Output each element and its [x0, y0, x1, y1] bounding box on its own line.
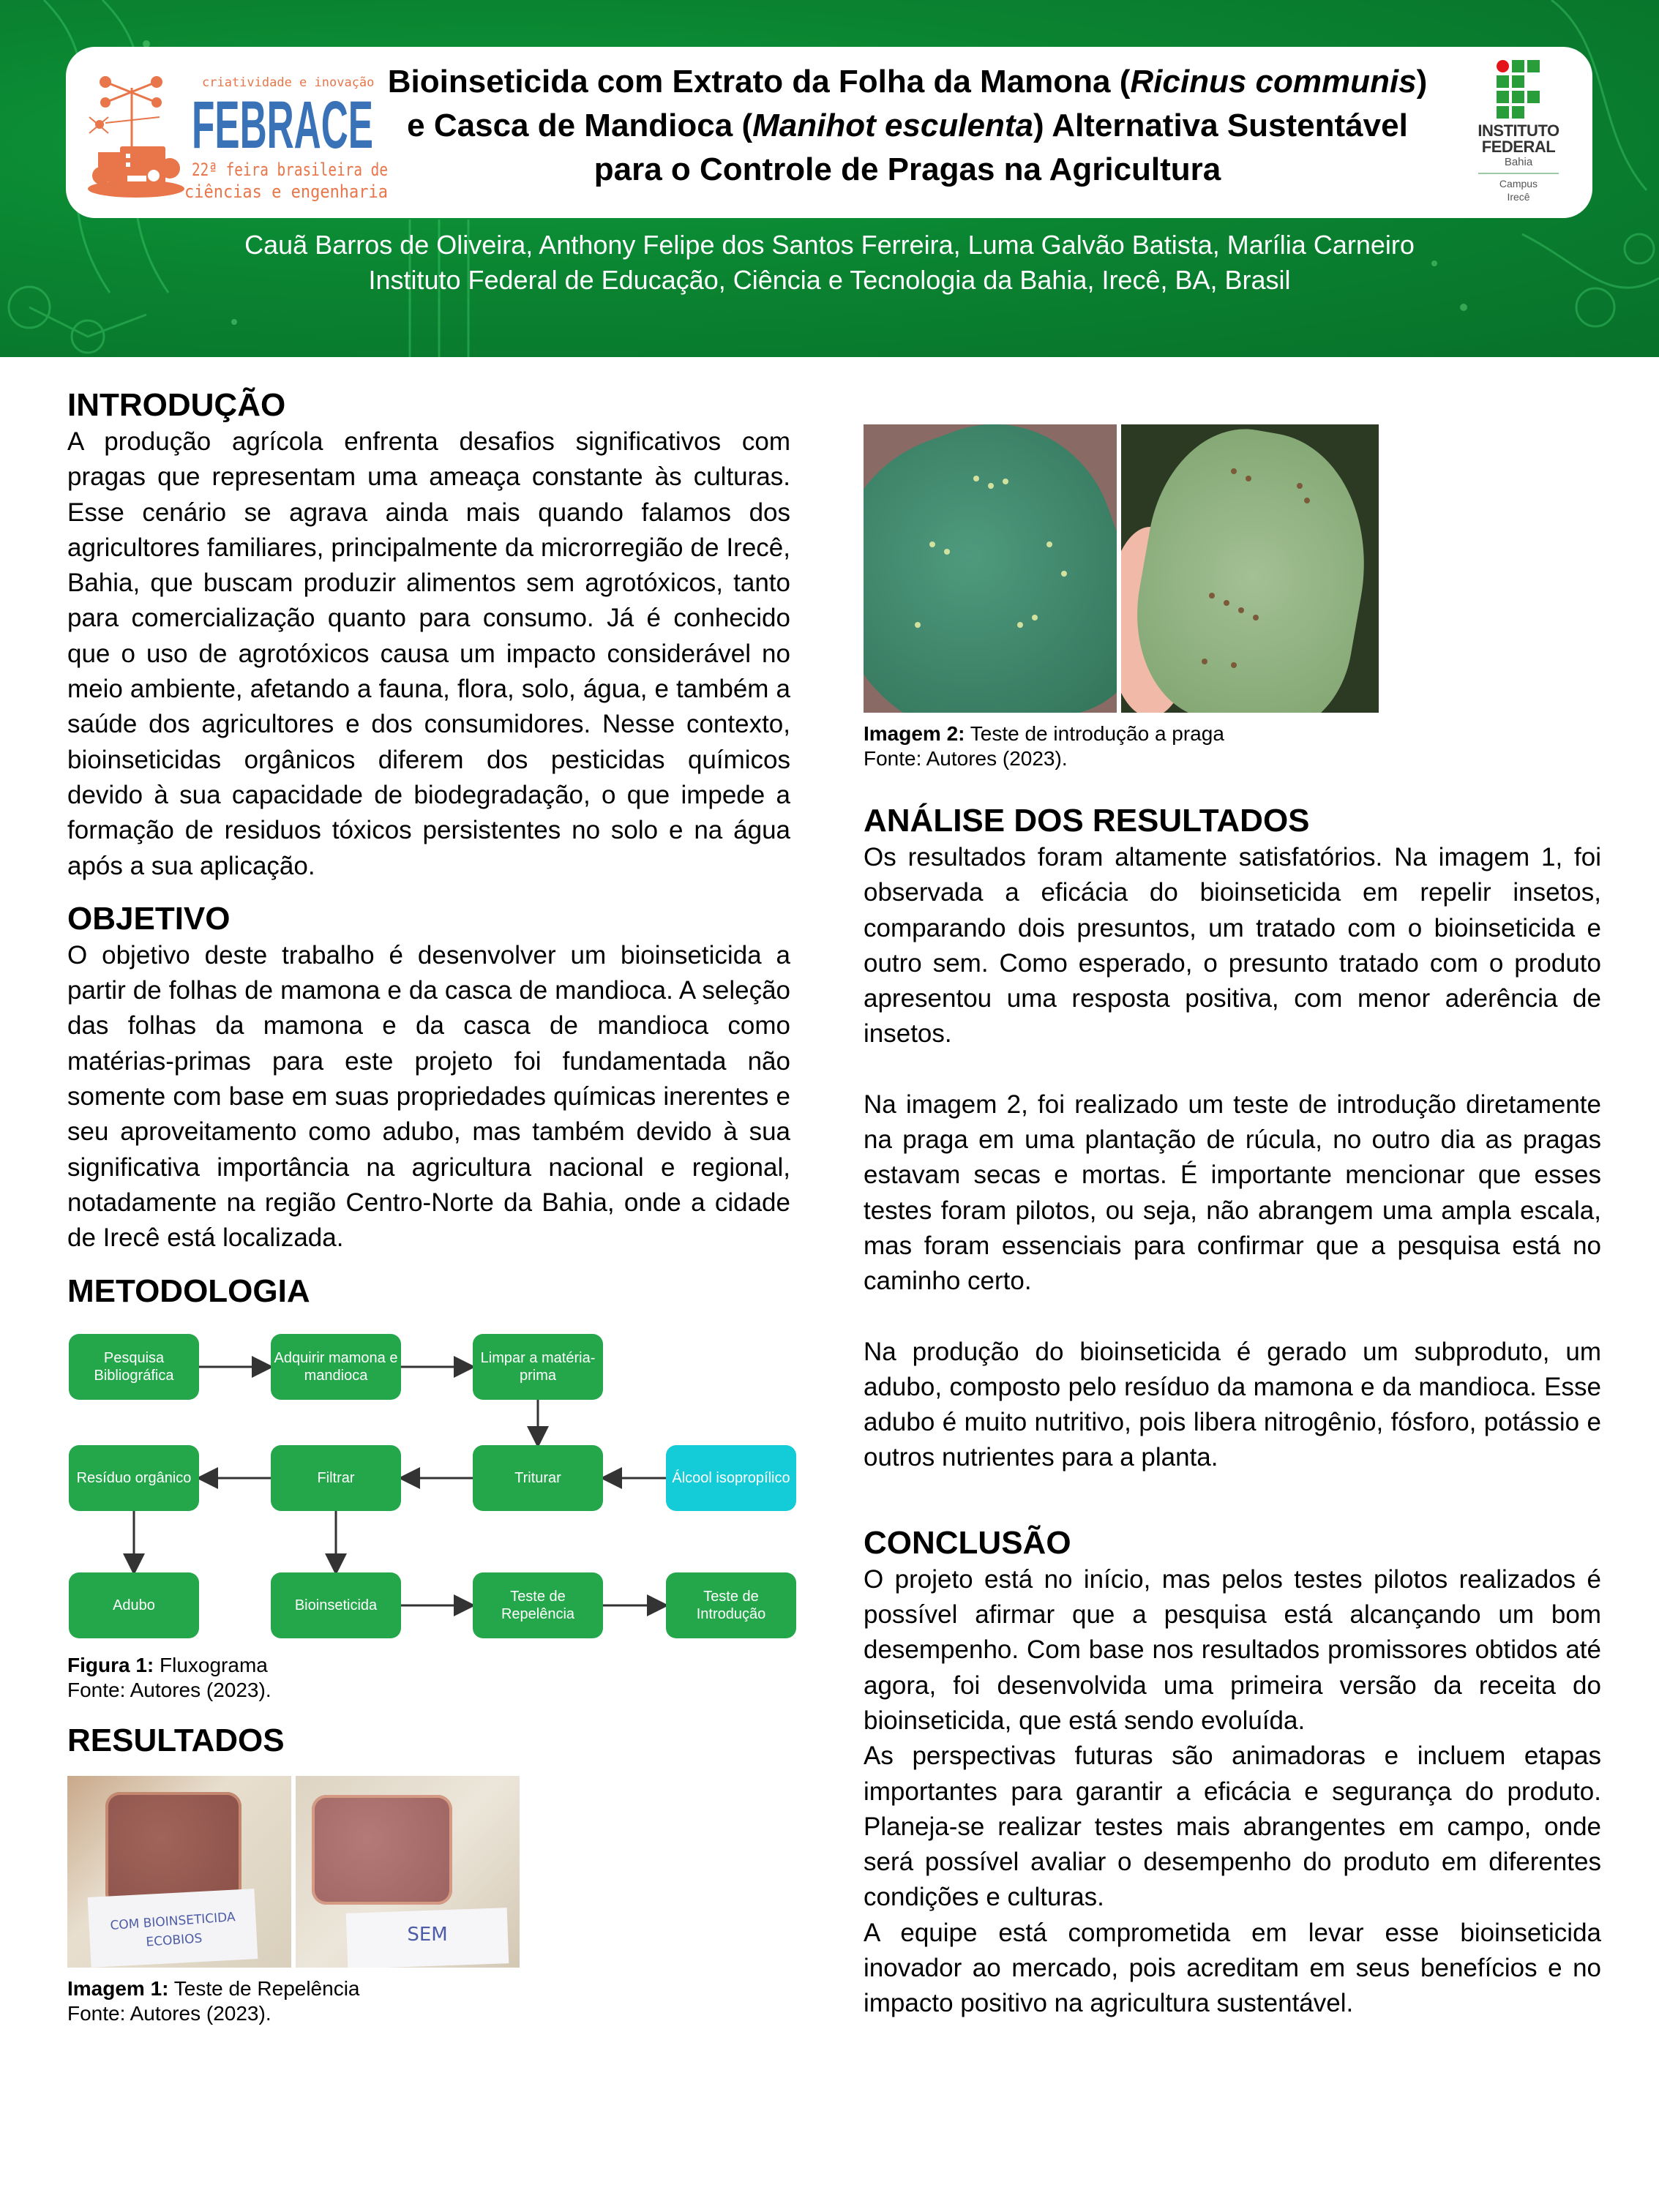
- imagem2-caption: [864, 721, 1601, 746]
- if-logo-city: Irecê: [1507, 191, 1530, 203]
- section-resultados: [67, 1722, 790, 2026]
- imagem1-label: Imagem 1:: [67, 1976, 169, 2000]
- if-grid-icon: [1497, 60, 1540, 149]
- section-metodologia: [67, 1272, 790, 1703]
- poster-header: [0, 0, 1659, 357]
- affiliation: Instituto Federal de Educação, Ciência e Tecnologia da Bahia, Irecê, BA, Brasil: [368, 265, 1291, 295]
- analise-paragraph-3: Na produção do bioinseticida é gerado um subproduto, um adubo, composto pelo resíduo da mamona e da mandioca. Esse adubo é muito nutritivo, pois libera nitrogênio, fósforo, potássio e outros nutrientes para a planta.: [864, 1337, 1601, 1472]
- section-introducao: [67, 386, 790, 884]
- introducao-text: A produção agrícola enfrenta desafios significativos com pragas que representam uma ameaça constante às culturas. Esse cenário se agrava ainda mais quando falamos dos agricultores familiares, principalmente da microrregião de Irecê, Bahia, que buscam produzir alimentos sem agrotóxicos, tanto para comercialização quanto para consumo. Já é conhecido que o uso de agrotóxicos causa um impacto considerável no meio ambiente, afetando a fauna, flora, solo, água, e também a saúde dos agricultores e dos consumidores. Nesse contexto, bioinseticidas orgânicos diferem dos pesticidas químicos devido à sua capacidade de biodegradação, o que impede a formação de residuos tóxicos persistentes no solo e na água após a sua aplicação.: [67, 427, 790, 880]
- flow-node-bioinseticida: Bioinseticida: [271, 1572, 401, 1638]
- febrace-logo: [83, 66, 391, 205]
- imagem1-caption: [67, 1976, 790, 2001]
- title-line-1: Bioinseticida com Extrato da Folha da Mamona (Ricinus communis): [387, 64, 1428, 100]
- imagem2-label: Imagem 2:: [864, 722, 965, 745]
- heading-objetivo: OBJETIVO: [67, 900, 231, 937]
- flow-node-introducao: Teste de Introdução: [666, 1572, 796, 1638]
- photo-ham-with-bioinsecticide: [67, 1776, 291, 1968]
- imagem1-title: Teste de Repelência: [168, 1976, 360, 2000]
- flow-node-alcool: Álcool isopropílico: [666, 1445, 796, 1511]
- flow-node-triturar: Triturar: [473, 1445, 603, 1511]
- imagem1-photos: [67, 1776, 790, 1968]
- if-logo-line1: INSTITUTO: [1478, 121, 1559, 140]
- figure1-caption: [67, 1653, 790, 1678]
- flow-node-filtrar: Filtrar: [271, 1445, 401, 1511]
- objetivo-text: O objetivo deste trabalho é desenvolver um bioinseticida a partir de folhas de mamona e da casca de mandioca. A seleção das folhas da mamona e da casca de mandioca como matérias-primas para este projeto foi fundamentada não somente com base em suas propriedades químicas inerentes e seu aproveitamento como adubo, mas também devido à sua significativa importância na agricultura nacional e regional, notadamente na região Centro-Norte da Bahia, onde a cidade de Irecê está localizada.: [67, 940, 790, 1253]
- photo-leaf-with-aphids: [864, 424, 1117, 713]
- febrace-name: FEBRACE: [192, 88, 373, 162]
- flow-node-adubo: Adubo: [69, 1572, 199, 1638]
- imagem2-title: Teste de introdução a praga: [965, 722, 1224, 745]
- flowchart: [59, 1313, 805, 1650]
- febrace-edition: 22ª feira brasileira de: [192, 160, 388, 180]
- section-analise: [864, 802, 1601, 1476]
- figure1-source: Fonte: Autores (2023).: [67, 1678, 271, 1701]
- note-sem: SEM: [407, 1923, 448, 1946]
- febrace-subtitle: ciências e engenharia: [184, 181, 388, 202]
- imagem2-source: Fonte: Autores (2023).: [864, 747, 1068, 770]
- title-line-2: e Casca de Mandioca (Manihot esculenta) Alternativa Sustentável: [407, 108, 1408, 143]
- flow-node-limpar: Limpar a matéria-prima: [473, 1334, 603, 1400]
- heading-introducao: INTRODUÇÃO: [67, 387, 286, 423]
- analise-paragraph-1: Os resultados foram altamente satisfatórios. Na imagem 1, foi observada a eficácia do bioinseticida em repelir insetos, comparando dois presuntos, um tratado com o bioinseticida e outro sem. Como esperado, o presunto tratado com o produto apresentou uma resposta positiva, com menor aderência de insetos.: [864, 843, 1601, 1049]
- poster-title: [373, 60, 1442, 192]
- photo-leaf-dead-pests: [1121, 424, 1379, 713]
- if-logo-campus: Campus: [1499, 178, 1538, 190]
- authors: Cauã Barros de Oliveira, Anthony Felipe dos Santos Ferreira, Luma Galvão Batista, Marília Carneiro: [244, 230, 1415, 260]
- imagem1-source: Fonte: Autores (2023).: [67, 2001, 271, 2025]
- heading-analise: ANÁLISE DOS RESULTADOS: [864, 803, 1310, 839]
- heading-metodologia: METODOLOGIA: [67, 1272, 310, 1309]
- flow-node-residuo: Resíduo orgânico: [69, 1445, 199, 1511]
- heading-conclusao: CONCLUSÃO: [864, 1524, 1071, 1561]
- if-logo-divider: [1478, 173, 1559, 174]
- left-column: [67, 386, 790, 2026]
- analise-paragraph-2: Na imagem 2, foi realizado um teste de introdução diretamente na praga em uma plantação de rúcula, no outro dia as pragas estavam secas e mortas. É importante mencionar que esses testes foram pilotos, ou seja, não abrangem uma ampla escala, mas foram essenciais para confirmar que a pesquisa está no caminho certo.: [864, 1090, 1601, 1296]
- title-card: [66, 47, 1592, 218]
- heading-resultados: RESULTADOS: [67, 1722, 285, 1758]
- conclusao-paragraph-3: A equipe está comprometida em levar esse bioinseticida inovador ao mercado, pois acreditam em seus benefícios e no impacto positivo na agricultura sustentável.: [864, 1918, 1601, 2018]
- right-column: [864, 424, 1601, 2022]
- section-objetivo: [67, 900, 790, 1256]
- title-line-3: para o Controle de Pragas na Agricultura: [593, 151, 1221, 187]
- imagem2-photos: [864, 424, 1601, 713]
- photo-ham-without: [296, 1776, 520, 1968]
- conclusao-paragraph-2: As perspectivas futuras são animadoras e incluem etapas importantes para garantir a eficácia e segurança do produto. Planeja-se realizar testes mais abrangentes em campo, onde será possível avaliar o desempenho do produto em diferentes condições e culturas.: [864, 1742, 1601, 1912]
- flow-node-adquirir: Adquirir mamona e mandioca: [271, 1334, 401, 1400]
- figure1-title: Fluxograma: [154, 1653, 268, 1676]
- if-bahia-logo: [1456, 60, 1581, 206]
- febrace-tagline: criatividade e inovação: [202, 75, 375, 90]
- figure1-label: Figura 1:: [67, 1653, 154, 1676]
- if-logo-line2: FEDERAL: [1481, 138, 1556, 156]
- if-logo-state: Bahia: [1504, 156, 1533, 168]
- section-conclusao: [864, 1524, 1601, 2022]
- flow-node-repelencia: Teste de Repelência: [473, 1572, 603, 1638]
- note-com-bioinseticida: COM BIOINSETICIDA ECOBIOS: [109, 1909, 236, 1950]
- conclusao-paragraph-1: O projeto está no início, mas pelos testes pilotos realizados é possível afirmar que a pesquisa está alcançando um bom desempenho. Com base nos resultados promissores obtidos até agora, foi desenvolvida uma primeira versão da receita do bioinseticida, que está sendo evoluída.: [864, 1564, 1601, 1735]
- flow-node-pesquisa: Pesquisa Bibliográfica: [69, 1334, 199, 1400]
